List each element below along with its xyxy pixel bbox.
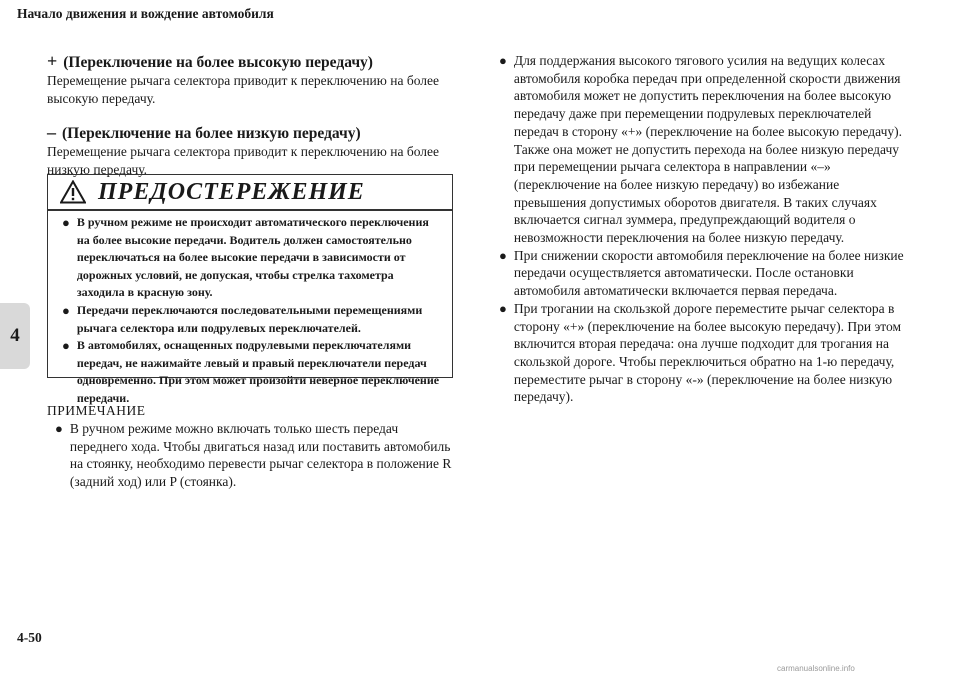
note-item-text: В ручном режиме можно включать только шесть передач переднего хода. Чтобы двигаться назад или поставить автомобиль на стоянку, необходимо перевести рычаг селектора в положение R (задний ход) или P (стоянка). — [69, 421, 452, 489]
bullet-icon: ● — [499, 300, 507, 316]
section-text: Перемещение рычага селектора приводит к переключению на более высокую передачу. — [47, 73, 439, 106]
section-upshift — [47, 52, 457, 108]
section-downshift — [47, 123, 457, 179]
bullet-icon: ● — [499, 247, 507, 263]
watermark: carmanualsonline.info — [777, 664, 855, 673]
chapter-number: 4 — [10, 325, 20, 346]
right-item-text: При трогании на скользкой дороге переместите рычаг селектора в сторону «+» (переключение на более высокую передачу). При этом включится вторая передача: она лучше подходит для трогания на скользкой дороге. Чтобы переключиться обратно на 1-ю передачу, переместите рычаг в сторону «-» (переключение на более низкую передачу). — [513, 300, 902, 405]
list-item — [62, 214, 442, 302]
warning-list — [48, 211, 452, 408]
bullet-icon: ● — [62, 338, 70, 354]
minus-symbol: – — [47, 122, 56, 142]
note-block — [47, 402, 457, 490]
right-item-text: Для поддержания высокого тягового усилия на ведущих колесах автомобиля коробка передач при определенной скорости движения автомобиля может не допустить переключения на более высокую передачу даже при перемещении подрулевых переключателей передач в сторону «+» (переключение на более высокую передачу). Также она может не допустить перехода на более низкую передачу при перемещении рычага селектора в направлении «–» (переключение на более низкую передачу) во избежание превышения допустимых оборотов двигателя. В таких случаях включается сигнал зуммера, предупреждающий водителя о невозможности переключения на более низкую передачу. — [513, 53, 902, 246]
plus-symbol: + — [47, 51, 58, 71]
warning-item-text: Передачи переключаются последовательными перемещениями рычага селектора или подрулевых переключателей. — [76, 302, 423, 335]
section-text: Перемещение рычага селектора приводит к переключению на более низкую передачу. — [47, 144, 439, 177]
note-label: ПРИМЕЧАНИЕ — [47, 403, 146, 418]
right-column — [499, 52, 909, 406]
warning-box — [47, 174, 453, 405]
warning-item-text: В ручном режиме не происходит автоматического переключения на более высокие передачи. Водитель должен самостоятельно переключаться на более высокие передачи в зависимости от дорожных условий, не допуская, чтобы стрелка тахометра заходила в красную зону. — [76, 215, 429, 300]
left-column — [47, 52, 457, 194]
section-title — [47, 52, 457, 72]
list-item — [62, 337, 442, 407]
section-title-text: (Переключение на более высокую передачу) — [63, 54, 373, 71]
page-number: 4-50 — [17, 630, 42, 645]
bullet-icon: ● — [62, 302, 70, 318]
section-title — [47, 123, 457, 143]
bullet-icon: ● — [55, 421, 63, 436]
bullet-icon: ● — [62, 215, 70, 230]
list-item — [47, 420, 457, 490]
warning-triangle-icon — [60, 180, 86, 204]
warning-title: ПРЕДОСТЕРЕЖЕНИЕ — [98, 178, 365, 205]
list-item — [499, 247, 909, 300]
chapter-tab — [0, 303, 30, 369]
warning-header — [48, 175, 452, 209]
right-item-text: При снижении скорости автомобиля переключение на более низкие передачи осуществляется автоматически. После остановки автомобиля автоматически включается первая передача. — [513, 247, 904, 299]
list-item — [499, 52, 909, 247]
bullet-icon: ● — [499, 53, 507, 68]
list-item — [499, 300, 909, 406]
section-title-text: (Переключение на более низкую передачу) — [62, 125, 361, 142]
list-item — [62, 302, 442, 337]
page-header-title: Начало движения и вождение автомобиля — [17, 6, 274, 21]
warning-item-text: В автомобилях, оснащенных подрулевыми переключателями передач, не нажимайте левый и правый переключатели передач одновременно. При этом может произойти неверное переключение передачи. — [76, 338, 440, 405]
